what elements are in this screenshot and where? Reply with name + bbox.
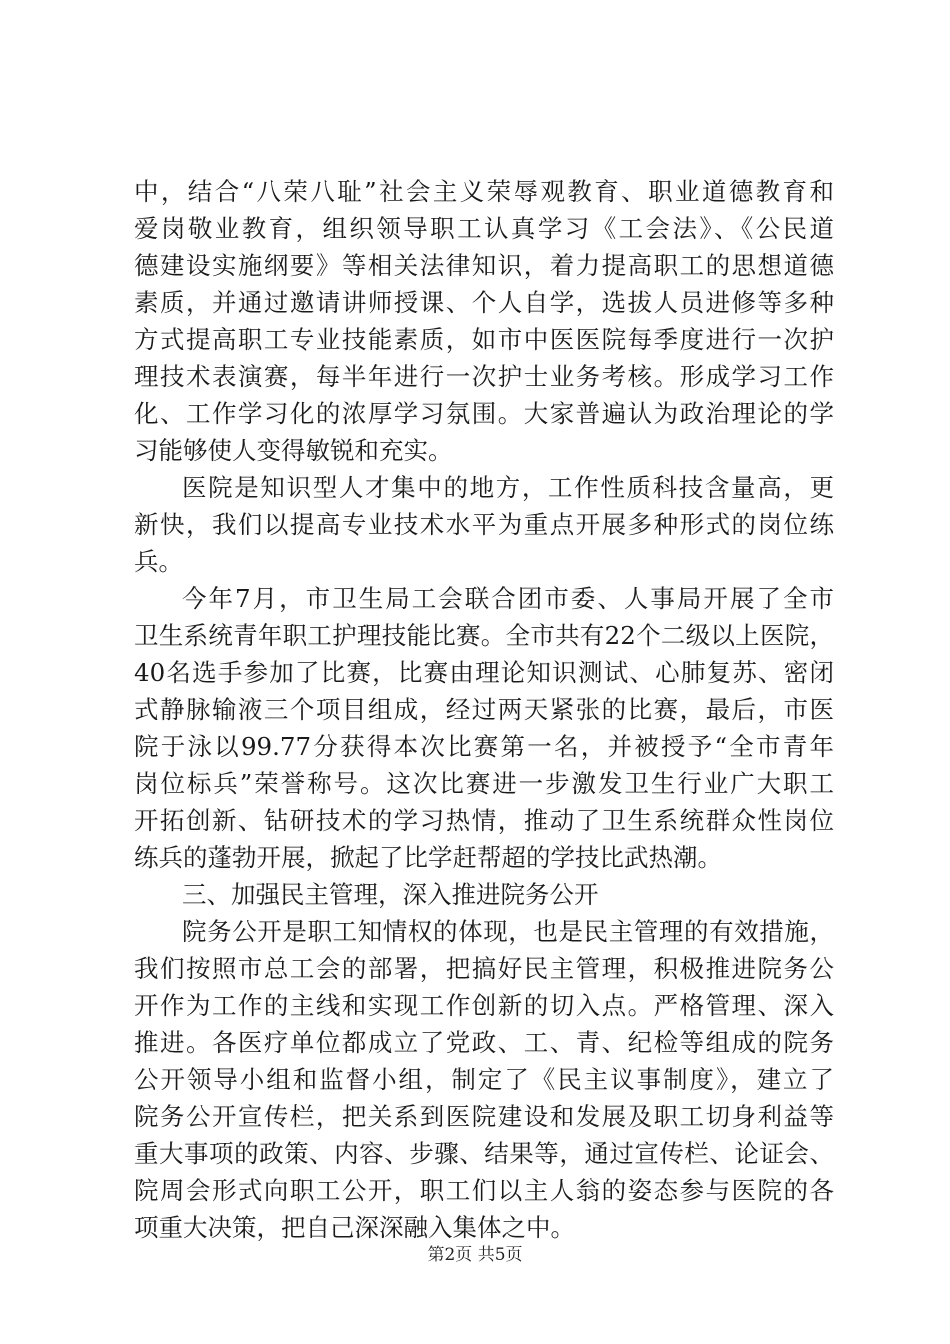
text-line: 医院是知识型人才集中的地方，工作性质科技含量高，更 — [182, 473, 834, 502]
text-line: 兵。 — [134, 547, 183, 576]
text-line: 院务公开是职工知情权的体现，也是民主管理的有效措施， — [182, 917, 834, 946]
text-line: 式静脉输液三个项目组成，经过两天紧张的比赛，最后，市医 — [134, 695, 834, 724]
section-heading: 三、加强民主管理，深入推进院务公开 — [182, 880, 599, 909]
text-line: 今年7月，市卫生局工会联合团市委、人事局开展了全市 — [182, 584, 834, 613]
text-line: 习能够使人变得敏锐和充实。 — [134, 436, 453, 465]
text-line: 院于泳以99.77分获得本次比赛第一名，并被授予“全市青年 — [134, 732, 834, 761]
text-line: 岗位标兵”荣誉称号。这次比赛进一步激发卫生行业广大职工 — [134, 769, 834, 798]
text-line: 40名选手参加了比赛，比赛由理论知识测试、心肺复苏、密闭 — [134, 658, 834, 687]
text-line: 推进。各医疗单位都成立了党政、工、青、纪检等组成的院务 — [134, 1028, 834, 1057]
text-line: 开作为工作的主线和实现工作创新的切入点。严格管理、深入 — [134, 991, 834, 1020]
text-line: 德建设实施纲要》等相关法律知识，着力提高职工的思想道德 — [134, 251, 834, 280]
text-line: 公开领导小组和监督小组，制定了《民主议事制度》，建立了 — [134, 1065, 834, 1094]
text-line: 重大事项的政策、内容、步骤、结果等，通过宣传栏、论证会、 — [134, 1139, 834, 1168]
text-line: 理技术表演赛，每半年进行一次护士业务考核。形成学习工作 — [134, 362, 834, 391]
text-line: 爱岗敬业教育，组织领导职工认真学习《工会法》、《公民道 — [134, 214, 834, 243]
text-line: 我们按照市总工会的部署，把搞好民主管理，积极推进院务公 — [134, 954, 834, 983]
text-line: 院周会形式向职工公开，职工们以主人翁的姿态参与医院的各 — [134, 1176, 834, 1205]
text-line: 项重大决策，把自己深深融入集体之中。 — [134, 1213, 575, 1242]
text-line: 中，结合“八荣八耻”社会主义荣辱观教育、职业道德教育和 — [134, 177, 834, 206]
text-line: 院务公开宣传栏，把关系到医院建设和发展及职工切身利益等 — [134, 1102, 834, 1131]
text-line: 方式提高职工专业技能素质，如市中医医院每季度进行一次护 — [134, 325, 834, 354]
text-line: 卫生系统青年职工护理技能比赛。全市共有22个二级以上医院， — [134, 621, 834, 650]
text-line: 练兵的蓬勃开展，掀起了比学赶帮超的学技比武热潮。 — [134, 843, 722, 872]
text-line: 化、工作学习化的浓厚学习氛围。大家普遍认为政治理论的学 — [134, 399, 834, 428]
text-line: 素质，并通过邀请讲师授课、个人自学，选拔人员进修等多种 — [134, 288, 834, 317]
text-line: 新快，我们以提高专业技术水平为重点开展多种形式的岗位练 — [134, 510, 834, 539]
text-line: 开拓创新、钻研技术的学习热情，推动了卫生系统群众性岗位 — [134, 806, 834, 835]
page-footer: 第2页 共5页 — [427, 1245, 523, 1265]
